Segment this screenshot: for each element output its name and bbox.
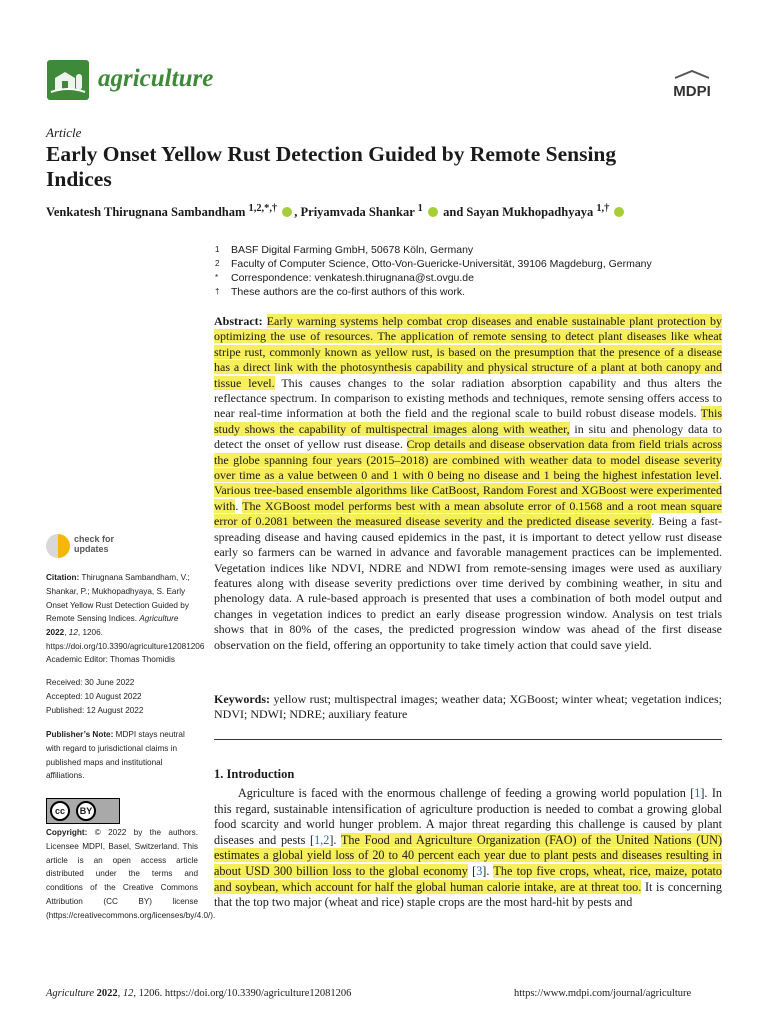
footer-citation: Agriculture 2022, 12, 1206. https://doi.org/10.3390/agriculture12081206 xyxy=(46,988,352,999)
article-type: Article xyxy=(46,125,82,140)
academic-editor: Academic Editor: Thomas Thomidis xyxy=(46,655,175,664)
reference-link[interactable]: 1 xyxy=(694,786,701,800)
check-for-updates-icon[interactable] xyxy=(46,534,70,558)
accepted-date: Accepted: 10 August 2022 xyxy=(46,691,142,701)
affiliations xyxy=(215,243,652,299)
cofirst-note: † These authors are the co-first authors of this work. xyxy=(215,286,466,298)
correspondence: * Correspondence: venkatesh.thirugnana@st.ovgu.de xyxy=(215,272,474,284)
cc-license-badge[interactable] xyxy=(46,798,120,824)
highlighted-text: Early warning systems help combat crop diseases and enable sustainable plant protection by optimizing the use of resources. The application of remote sensing to detect plant diseases like wheat stripe rust, commonly known as yellow rust, is based on the presumption that the presence of a disease has a direct link with the photosynthesis capability and physical structure of a plant at both canopy and tissue level. xyxy=(214,314,722,390)
cc-logo-icon: cc xyxy=(50,801,70,821)
author-list: Venkatesh Thirugnana Sambandham $^{1,2,*,\dagger}$ , Priyamvada Shankar $^1$ and Sayan Mukhopadhyaya $^{1,\dagger}$ xyxy=(46,203,626,220)
journal-logo-icon xyxy=(47,60,89,100)
published-date: Published: 12 August 2022 xyxy=(46,705,144,715)
highlighted-text: Crop details and disease observation data from field trials across the globe spanning four years (2015–2018) are combined with weather data to model disease severity over time as a value between 0 and 1 with 0 being no disease and 1 being the highest infestation level xyxy=(214,437,722,483)
citation-label: Citation: xyxy=(46,573,80,582)
author-conjunction: and xyxy=(443,205,464,220)
affiliation-item: 2 Faculty of Computer Science, Otto-Von-Guericke-Universität, 39106 Magdeburg, Germany xyxy=(215,258,652,270)
keywords xyxy=(214,692,722,723)
orcid-icon[interactable] xyxy=(282,207,292,217)
highlighted-text: The XGBoost model performs best with a mean absolute error of 0.1568 and a root mean square error of 0.2081 between the measured disease severity and the predicted disease severity xyxy=(214,498,722,529)
author-affil-mark: 1,† xyxy=(596,203,610,214)
reference-link[interactable]: 3 xyxy=(476,863,483,878)
citation-block: Citation: Thirugnana Sambandham, V.; Shankar, P.; Mukhopadhyaya, S. Early Onset Yellow Rust Detection Guided by Remote Sensing Indices. Agriculture 2022, 12, 1206. https://doi.org/10.3390/agriculture12081206 xyxy=(46,573,205,651)
abstract: Abstract: Early warning systems help combat crop diseases and enable sustainable plant protection by optimizing the use of resources. The application of remote sensing to detect plant diseases like wheat stripe rust, commonly known as yellow rust, is based on the presumption that the presence of a disease has a direct link with the photosynthesis capability and physical structure of a plant at both canopy and tissue level. This causes changes to the solar radiation absorption capability and thus alters the reflectance spectrum. In comparison to existing methods and techniques, remote sensing offers access to near real-time information at both the field and the regional scale to build robust disease models. This study shows the capability of multispectral images along with weather, in situ and phenology data to detect the onset of yellow rust disease. Crop details and disease observation data from field trials across the globe spanning four years (2015–2018) are combined with weather data to model disease severity over time as a value between 0 and 1 with 0 being no disease and 1 being the highest infestation level. Various tree-based ensemble algorithms like CatBoost, Random Forest and XGBoost were experimented with. The XGBoost model performs best with a mean absolute error of 0.1568 and a root mean square error of 0.2081 between the measured disease severity and the predicted disease severity. Being a fast-spreading disease and having caused epidemics in the past, it is important to detect yellow rust disease early so farmers can be warned in advance and favorable management practices can be implemented. Vegetation indices like NDVI, NDRE and NDWI from remote-sensing images were used as auxiliary features along with disease severity predictions over time derived by combining weather, in situ and phenology data. A rule-based approach is presented that uses a combination of both model output and changes in vegetation indices to predict an early disease progression window. Analysis on test trials shows that in 80% of the cases, the predicted progression window was ahead of the first disease observation on the field, offering an opportunity to take timely action that could save yield. xyxy=(214,314,722,652)
orcid-icon[interactable] xyxy=(614,207,624,217)
author-name: Venkatesh Thirugnana Sambandham xyxy=(46,205,246,220)
introduction-body: Agriculture is faced with the enormous challenge of feeding a growing world population [1]. In this regard, sustainable intensification of agriculture production is needed to combat a growing global food scarcity and world hunger problem. A major threat regarding this challenge is caused by plant diseases and pests [1,2]. The Food and Agriculture Organization (FAO) of the United Nations (UN) estimates a global yield loss of 20 to 40 percent each year due to plant pests and diseases resulting in about USD 300 billion loss to the global economy [3]. The top five crops, wheat, rice, maize, potato and soybean, which account for half the global human calorie intake, are at threat too. It is concerning that the top two major (wheat and rice) staple crops are the most hard-hit by pests and xyxy=(214,786,723,910)
section-divider xyxy=(214,739,722,740)
highlighted-text: This study shows the capability of multispectral images along with weather, xyxy=(214,406,722,436)
journal-name: agriculture xyxy=(98,65,214,92)
publisher-note: Publisher’s Note: MDPI stays neutral with regard to jurisdictional claims in published maps and institutional affiliations. xyxy=(46,730,185,781)
received-date: Received: 30 June 2022 xyxy=(46,678,135,687)
mdpi-logo-text: MDPI xyxy=(673,83,711,100)
keywords-label: Keywords: xyxy=(214,692,270,706)
reference-link[interactable]: 1,2 xyxy=(314,832,330,847)
mdpi-logo-icon xyxy=(665,70,719,100)
check-for-updates-text[interactable]: check for updates xyxy=(74,534,115,554)
author-affil-mark: 1 xyxy=(417,203,423,214)
author-affil-mark: 1,2,*,† xyxy=(248,203,278,214)
section-heading: 1. Introduction xyxy=(214,767,295,781)
article-title: Early Onset Yellow Rust Detection Guided by Remote Sensing Indices xyxy=(46,142,617,191)
orcid-icon[interactable] xyxy=(428,207,438,217)
by-attribution-icon: BY xyxy=(76,801,96,821)
abstract-label: Abstract: xyxy=(214,314,263,328)
copyright-block: Copyright: © 2022 by the authors. Licensee MDPI, Basel, Switzerland. This article is an open access article distributed under the terms and conditions of the Creative Commons Attribution (CC BY) license (https://creativecommons.org/licenses/by/4.0/). xyxy=(46,828,216,920)
dates-block xyxy=(46,676,198,717)
highlighted-text: The top five crops, wheat, rice, maize, potato and soybean, which account for half the global human calorie intake, are at threat too. xyxy=(214,863,722,894)
footer-journal-url[interactable]: https://www.mdpi.com/journal/agriculture xyxy=(514,988,692,999)
author-name: Sayan Mukhopadhyaya xyxy=(466,205,594,220)
affiliation-item: 1 BASF Digital Farming GmbH, 50678 Köln, Germany xyxy=(215,244,474,256)
keywords-text: yellow rust; multispectral images; weather data; XGBoost; winter wheat; vegetation indices; NDVI; NDWI; NDRE; auxiliary feature xyxy=(214,692,722,722)
highlighted-text: The Food and Agriculture Organization (FAO) of the United Nations (UN) estimates a global yield loss of 20 to 40 percent each year due to plant pests and diseases resulting in about USD 300 billion loss to the global economy xyxy=(214,832,723,878)
author-name: Priyamvada Shankar xyxy=(300,205,415,220)
highlighted-text: Various tree-based ensemble algorithms like CatBoost, Random Forest and XGBoost were experimented with xyxy=(214,483,722,513)
